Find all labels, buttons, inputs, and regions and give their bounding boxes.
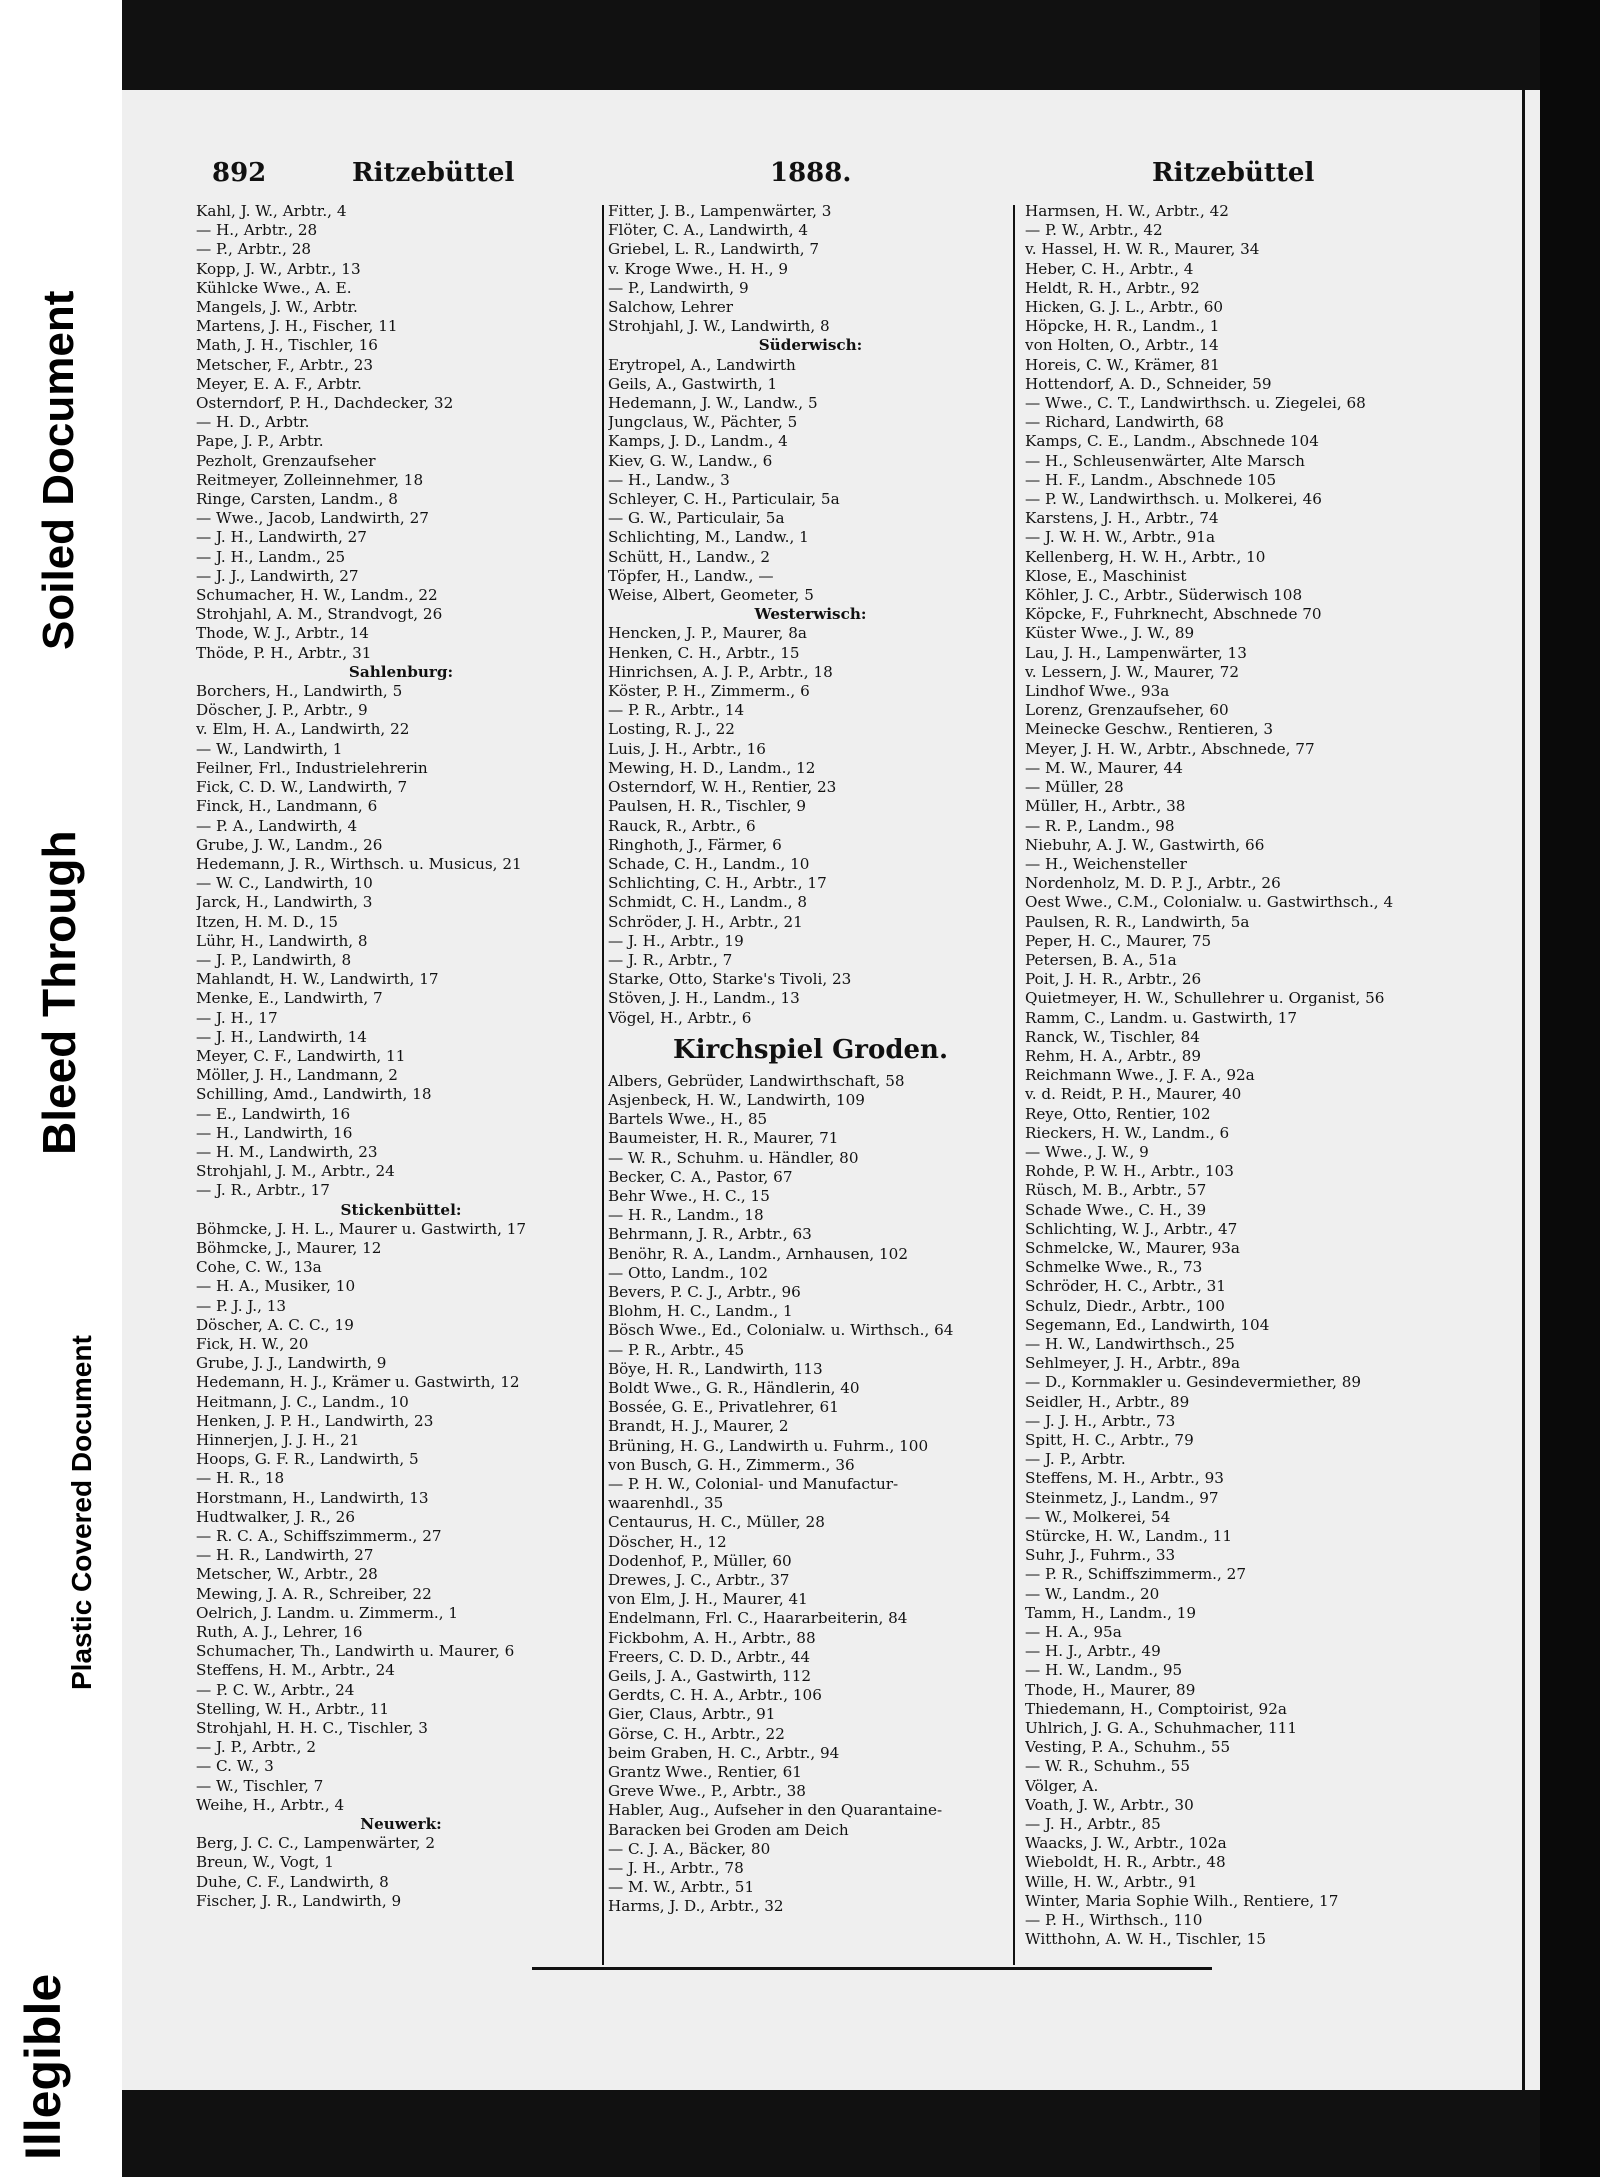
directory-entry: Ranck, W., Tischler, 84 <box>1025 1027 1200 1046</box>
directory-entry: Voath, J. W., Arbtr., 30 <box>1025 1795 1194 1814</box>
directory-entry: Behr Wwe., H. C., 15 <box>608 1186 770 1205</box>
directory-entry: — H. A., 95a <box>1025 1623 1122 1642</box>
directory-entry: Gier, Claus, Arbtr., 91 <box>608 1705 776 1724</box>
scan-annotation-stamps <box>0 0 122 2177</box>
directory-entry: Müller, H., Arbtr., 38 <box>1025 797 1186 816</box>
bottom-rule <box>532 1967 1212 1970</box>
directory-entry: Hinnerjen, J. J. H., 21 <box>196 1431 360 1449</box>
directory-entry: — C. W., 3 <box>196 1757 274 1776</box>
directory-entry: — W., Landwirth, 1 <box>196 739 343 758</box>
directory-entry: Schumacher, Th., Landwirth u. Maurer, 6 <box>196 1642 515 1661</box>
directory-entry: — H. R., Landwirth, 27 <box>196 1546 374 1565</box>
directory-entry: Böhmcke, J., Maurer, 12 <box>196 1238 382 1257</box>
directory-entry: Strohjahl, H. H. C., Tischler, 3 <box>196 1719 428 1738</box>
directory-entry: — R. P., Landm., 98 <box>1025 816 1175 835</box>
directory-entry: Bösch Wwe., Ed., Colonialw. u. Wirthsch., 64 <box>608 1321 954 1340</box>
directory-entry: Rehm, H. A., Arbtr., 89 <box>1025 1046 1202 1065</box>
directory-entry: Kühlcke Wwe., A. E. <box>196 278 352 297</box>
directory-entry: Salchow, Lehrer <box>608 298 733 317</box>
directory-entry: — P. R., Schiffszimmerm., 27 <box>1025 1565 1246 1584</box>
directory-entry: — P. H., Wirthsch., 110 <box>1025 1911 1203 1930</box>
directory-entry: v. Elm, H. A., Landwirth, 22 <box>196 720 410 739</box>
section-heading: Neuwerk: <box>360 1815 442 1834</box>
directory-entry: Thöde, P. H., Arbtr., 31 <box>196 643 372 662</box>
directory-entry: Fickbohm, A. H., Arbtr., 88 <box>608 1628 816 1647</box>
directory-entry: Steffens, M. H., Arbtr., 93 <box>1025 1469 1224 1488</box>
directory-entry: Lau, J. H., Lampenwärter, 13 <box>1025 643 1247 662</box>
directory-entry: — W., Landm., 20 <box>1025 1584 1160 1603</box>
directory-entry: Reichmann Wwe., J. F. A., 92a <box>1025 1066 1255 1085</box>
directory-entry: Schmelcke, W., Maurer, 93a <box>1025 1238 1240 1257</box>
section-heading: Süderwisch: <box>758 336 863 355</box>
directory-entry: — M. W., Arbtr., 51 <box>608 1878 755 1897</box>
directory-entry: Schlichting, C. H., Arbtr., 17 <box>608 874 827 893</box>
directory-entry: Hencken, J. P., Maurer, 8a <box>608 624 807 643</box>
directory-entry: Karstens, J. H., Arbtr., 74 <box>1025 509 1219 528</box>
directory-entry: v. d. Reidt, P. H., Maurer, 40 <box>1025 1085 1242 1104</box>
directory-entry: Suhr, J., Fuhrm., 33 <box>1025 1546 1176 1565</box>
directory-entry: Vögel, H., Arbtr., 6 <box>608 1008 752 1027</box>
directory-entry: Rauck, R., Arbtr., 6 <box>608 816 756 835</box>
directory-entry: Waacks, J. W., Arbtr., 102a <box>1025 1834 1227 1853</box>
directory-entry: — Wwe., C. T., Landwirthsch. u. Ziegelei, 68 <box>1025 394 1366 413</box>
directory-entry: — Otto, Landm., 102 <box>608 1263 768 1282</box>
directory-entry: — P., Landwirth, 9 <box>608 278 749 297</box>
directory-entry: Kellenberg, H. W. H., Arbtr., 10 <box>1025 547 1266 566</box>
directory-entry: Hicken, G. J. L., Arbtr., 60 <box>1025 298 1224 317</box>
directory-entry: Metscher, F., Arbtr., 23 <box>196 355 374 374</box>
directory-entry: Henken, J. P. H., Landwirth, 23 <box>196 1411 434 1430</box>
directory-entry: Fitter, J. B., Lampenwärter, 3 <box>608 202 832 220</box>
stamp-bleed-through: Bleed Through <box>33 830 85 1155</box>
directory-entry: Hudtwalker, J. R., 26 <box>196 1507 356 1526</box>
directory-entry: Hedemann, H. J., Krämer u. Gastwirth, 12 <box>196 1373 520 1392</box>
directory-entry: Horstmann, H., Landwirth, 13 <box>196 1488 429 1507</box>
directory-entry: Flöter, C. A., Landwirth, 4 <box>608 221 809 240</box>
directory-entry: Duhe, C. F., Landwirth, 8 <box>196 1872 389 1891</box>
directory-entry: Heldt, R. H., Arbtr., 92 <box>1025 278 1200 297</box>
directory-entry: Schade, C. H., Landm., 10 <box>608 854 810 873</box>
directory-entry: Strohjahl, J. M., Arbtr., 24 <box>196 1162 395 1181</box>
directory-entry: Meyer, C. F., Landwirth, 11 <box>196 1046 406 1065</box>
directory-entry: — W., Molkerei, 54 <box>1025 1507 1171 1526</box>
directory-entry: Freers, C. D. D., Arbtr., 44 <box>608 1647 811 1666</box>
directory-entry: Vesting, P. A., Schuhm., 55 <box>1025 1738 1231 1757</box>
directory-entry: Rieckers, H. W., Landm., 6 <box>1025 1123 1230 1142</box>
directory-entry: Meinecke Geschw., Rentieren, 3 <box>1025 720 1274 739</box>
stamp-soiled-document: Soiled Document <box>34 290 83 650</box>
directory-entry: Petersen, B. A., 51a <box>1025 950 1177 969</box>
directory-entry: Mewing, H. D., Landm., 12 <box>608 758 816 777</box>
directory-entry: Lindhof Wwe., 93a <box>1025 682 1170 701</box>
directory-entry: — P. W., Landwirthsch. u. Molkerei, 46 <box>1025 490 1322 509</box>
directory-entry: Kamps, C. E., Landm., Abschnede 104 <box>1025 432 1319 451</box>
directory-entry: Starke, Otto, Starke's Tivoli, 23 <box>608 970 852 989</box>
directory-entry: Henken, C. H., Arbtr., 15 <box>608 643 800 662</box>
directory-entry: — J. W. H. W., Arbtr., 91a <box>1025 528 1216 547</box>
year-heading: 1888. <box>770 158 852 188</box>
directory-entry: Peper, H. C., Maurer, 75 <box>1025 931 1212 950</box>
directory-entry: Nordenholz, M. D. P. J., Arbtr., 26 <box>1025 874 1281 893</box>
directory-entry: — P. R., Arbtr., 45 <box>608 1340 745 1359</box>
left-running-title: Ritzebüttel <box>352 158 515 188</box>
directory-entry: Martens, J. H., Fischer, 11 <box>196 317 398 336</box>
directory-entry: Böhmcke, J. H. L., Maurer u. Gastwirth, 17 <box>196 1219 527 1238</box>
directory-entry: — D., Kornmakler u. Gesindevermiether, 89 <box>1025 1373 1362 1392</box>
directory-entry: Bartels Wwe., H., 85 <box>608 1110 768 1129</box>
directory-entry: Uhlrich, J. G. A., Schuhmacher, 111 <box>1025 1719 1297 1738</box>
directory-entry: Thode, H., Maurer, 89 <box>1025 1680 1196 1699</box>
right-running-title: Ritzebüttel <box>1152 158 1315 188</box>
directory-entry: Döscher, J. P., Arbtr., 9 <box>196 701 368 720</box>
directory-entry: Lühr, H., Landwirth, 8 <box>196 931 368 950</box>
directory-entry: Harmsen, H. W., Arbtr., 42 <box>1025 202 1229 220</box>
directory-entry: Geils, J. A., Gastwirth, 112 <box>608 1667 812 1686</box>
directory-entry: Griebel, L. R., Landwirth, 7 <box>608 240 820 259</box>
column-1 <box>196 202 606 1911</box>
directory-entry: — W. R., Schuhm., 55 <box>1025 1757 1191 1776</box>
directory-entry: Schröder, H. C., Arbtr., 31 <box>1025 1277 1226 1296</box>
directory-entry: — J. P., Landwirth, 8 <box>196 950 352 969</box>
directory-entry: Jungclaus, W., Pächter, 5 <box>608 413 798 432</box>
directory-entry: — P. A., Landwirth, 4 <box>196 816 358 835</box>
directory-entry: — J. H., 17 <box>196 1008 278 1027</box>
directory-entry: Möller, J. H., Landmann, 2 <box>196 1066 398 1085</box>
directory-entry: Habler, Aug., Aufseher in den Quarantaine- <box>608 1801 943 1820</box>
directory-entry: Math, J. H., Tischler, 16 <box>196 336 378 355</box>
directory-entry: Pezholt, Grenzaufseher <box>196 451 376 470</box>
directory-entry: Osterndorf, P. H., Dachdecker, 32 <box>196 394 454 413</box>
directory-entry: Stürcke, H. W., Landm., 11 <box>1025 1527 1233 1546</box>
directory-entry: Thiedemann, H., Comptoirist, 92a <box>1025 1699 1287 1718</box>
directory-entry: Schleyer, C. H., Particulair, 5a <box>608 490 840 509</box>
directory-entry: Niebuhr, A. J. W., Gastwirth, 66 <box>1025 835 1265 854</box>
directory-entry: Schlichting, M., Landw., 1 <box>608 528 809 547</box>
directory-entry: — H. R., Landm., 18 <box>608 1206 764 1225</box>
directory-entry: Schulz, Diedr., Arbtr., 100 <box>1025 1296 1225 1315</box>
directory-entry: v. Kroge Wwe., H. H., 9 <box>608 259 789 278</box>
page-number: 892 <box>212 158 267 188</box>
directory-entry: Töpfer, H., Landw., — <box>608 566 774 585</box>
directory-entry: Osterndorf, W. H., Rentier, 23 <box>608 778 837 797</box>
directory-entry: Paulsen, R. R., Landwirth, 5a <box>1025 912 1250 931</box>
directory-entry: Reye, Otto, Rentier, 102 <box>1025 1104 1211 1123</box>
directory-entry: Bossée, G. E., Privatlehrer, 61 <box>608 1398 839 1417</box>
directory-entry: — P., Arbtr., 28 <box>196 240 312 259</box>
directory-entry: Strohjahl, J. W., Landwirth, 8 <box>608 317 830 336</box>
directory-entry: Reitmeyer, Zolleinnehmer, 18 <box>196 470 424 489</box>
directory-entry: — C. J. A., Bäcker, 80 <box>608 1839 771 1858</box>
directory-entry: — W. R., Schuhm. u. Händler, 80 <box>608 1148 859 1167</box>
directory-entry: Lorenz, Grenzaufseher, 60 <box>1025 701 1229 720</box>
directory-entry: Weihe, H., Arbtr., 4 <box>196 1795 345 1814</box>
directory-entry: Oest Wwe., C.M., Colonialw. u. Gastwirthsch., 4 <box>1025 893 1394 912</box>
directory-entry: Horeis, C. W., Krämer, 81 <box>1025 355 1220 374</box>
directory-entry: Fick, C. D. W., Landwirth, 7 <box>196 778 408 797</box>
directory-entry: — H., Landwirth, 16 <box>196 1123 353 1142</box>
directory-entry: Poit, J. H. R., Arbtr., 26 <box>1025 970 1202 989</box>
directory-entry: — P. R., Arbtr., 14 <box>608 701 745 720</box>
directory-entry: Mahlandt, H. W., Landwirth, 17 <box>196 970 439 989</box>
directory-entry: — J. H., Arbtr., 78 <box>608 1859 744 1878</box>
directory-entry: Schröder, J. H., Arbtr., 21 <box>608 912 803 931</box>
directory-entry: Breun, W., Vogt, 1 <box>196 1853 334 1872</box>
directory-entry: Schilling, Amd., Landwirth, 18 <box>196 1085 432 1104</box>
directory-entry: von Busch, G. H., Zimmerm., 36 <box>608 1455 855 1474</box>
directory-entry: Steffens, H. M., Arbtr., 24 <box>196 1661 395 1680</box>
directory-entry: Tamm, H., Landm., 19 <box>1025 1603 1197 1622</box>
directory-entry: — P. C. W., Arbtr., 24 <box>196 1680 355 1699</box>
section-heading: Stickenbüttel: <box>340 1200 462 1219</box>
directory-entry: — J. P., Arbtr., 2 <box>196 1738 316 1757</box>
directory-entry: Weise, Albert, Geometer, 5 <box>608 586 814 605</box>
directory-entry: Kiev, G. W., Landw., 6 <box>608 451 773 470</box>
directory-entry: — E., Landwirth, 16 <box>196 1104 351 1123</box>
directory-entry: Geils, A., Gastwirth, 1 <box>608 374 778 393</box>
directory-entry: Luis, J. H., Arbtr., 16 <box>608 739 766 758</box>
stamp-illegible: Illegible <box>15 1973 71 2160</box>
directory-entry: Cohe, C. W., 13a <box>196 1258 322 1277</box>
directory-entry: Bevers, P. C. J., Arbtr., 96 <box>608 1282 801 1301</box>
directory-entry: — H. M., Landwirth, 23 <box>196 1142 378 1161</box>
directory-entry: Meyer, J. H. W., Arbtr., Abschnede, 77 <box>1025 739 1315 758</box>
section-heading: Sahlenburg: <box>348 662 454 681</box>
directory-entry: — J. J. H., Arbtr., 73 <box>1025 1411 1176 1430</box>
directory-entry: Dodenhof, P., Müller, 60 <box>608 1551 792 1570</box>
directory-entry: Grantz Wwe., Rentier, 61 <box>608 1763 802 1782</box>
directory-entry: Asjenbeck, H. W., Landwirth, 109 <box>608 1090 865 1109</box>
directory-entry: — R. C. A., Schiffszimmerm., 27 <box>196 1527 442 1546</box>
directory-entry: Sehlmeyer, J. H., Arbtr., 89a <box>1025 1354 1241 1373</box>
directory-entry: Becker, C. A., Pastor, 67 <box>608 1167 793 1186</box>
directory-entry: Grube, J. J., Landwirth, 9 <box>196 1354 387 1373</box>
column-divider-right <box>1013 205 1015 1965</box>
directory-entry: — H., Landw., 3 <box>608 470 730 489</box>
directory-entry: — J. R., Arbtr., 7 <box>608 950 733 969</box>
directory-entry: Feilner, Frl., Industrielehrerin <box>196 758 428 777</box>
directory-entry: — H. A., Musiker, 10 <box>196 1277 356 1296</box>
directory-entry: Ringhoth, J., Färmer, 6 <box>608 835 782 854</box>
page-header <box>122 158 1540 198</box>
directory-entry: Görse, C. H., Arbtr., 22 <box>608 1724 785 1743</box>
directory-entry: — H., Schleusenwärter, Alte Marsch <box>1025 451 1305 470</box>
directory-entry: Hedemann, J. W., Landw., 5 <box>608 394 818 413</box>
directory-entry: — J. H., Landwirth, 27 <box>196 528 367 547</box>
directory-entry: v. Lessern, J. W., Maurer, 72 <box>1025 662 1239 681</box>
directory-entry: — H. R., 18 <box>196 1469 285 1488</box>
directory-entry: Mangels, J. W., Arbtr. <box>196 298 358 317</box>
directory-entry: Stelling, W. H., Arbtr., 11 <box>196 1699 390 1718</box>
document-page <box>122 90 1540 2090</box>
directory-entry: Baumeister, H. R., Maurer, 71 <box>608 1129 839 1148</box>
book-spine-edge <box>1540 0 1600 2177</box>
directory-entry: Metscher, W., Arbtr., 28 <box>196 1565 378 1584</box>
directory-entry: Hinrichsen, A. J. P., Arbtr., 18 <box>608 662 833 681</box>
directory-entry: Klose, E., Maschinist <box>1025 566 1187 585</box>
directory-entry: Winter, Maria Sophie Wilh., Rentiere, 17 <box>1025 1891 1339 1910</box>
directory-entry: Berg, J. C. C., Lampenwärter, 2 <box>196 1834 435 1853</box>
directory-entry: — W. C., Landwirth, 10 <box>196 874 373 893</box>
stamp-plastic-covered: Plastic Covered Document <box>66 1335 97 1690</box>
directory-entry: Schmelke Wwe., R., 73 <box>1025 1258 1203 1277</box>
directory-entry: Heitmann, J. C., Landm., 10 <box>196 1392 409 1411</box>
directory-entry: Wille, H. W., Arbtr., 91 <box>1025 1872 1198 1891</box>
directory-entry: Rüsch, M. B., Arbtr., 57 <box>1025 1181 1207 1200</box>
directory-entry: Brüning, H. G., Landwirth u. Fuhrm., 100 <box>608 1436 929 1455</box>
directory-entry: Fick, H. W., 20 <box>196 1334 309 1353</box>
directory-entry: Ringe, Carsten, Landm., 8 <box>196 490 398 509</box>
directory-entry: Schade Wwe., C. H., 39 <box>1025 1200 1207 1219</box>
directory-entry: — P. W., Arbtr., 42 <box>1025 221 1163 240</box>
directory-entry: Benöhr, R. A., Landm., Arnhausen, 102 <box>608 1244 909 1263</box>
directory-entry: Meyer, E. A. F., Arbtr. <box>196 374 362 393</box>
directory-entry: Küster Wwe., J. W., 89 <box>1025 624 1195 643</box>
column-2 <box>608 202 1013 1917</box>
directory-entry: Hottendorf, A. D., Schneider, 59 <box>1025 374 1272 393</box>
directory-entry: Finck, H., Landmann, 6 <box>196 797 378 816</box>
directory-entry: Schlichting, W. J., Arbtr., 47 <box>1025 1219 1238 1238</box>
directory-entry: — J. J., Landwirth, 27 <box>196 566 359 585</box>
column-divider-left <box>602 205 604 1965</box>
directory-entry: Endelmann, Frl. C., Haararbeiterin, 84 <box>608 1609 908 1628</box>
directory-entry: Harms, J. D., Arbtr., 32 <box>608 1897 784 1916</box>
directory-entry: — H. W., Landwirthsch., 25 <box>1025 1334 1235 1353</box>
directory-entry: Höpcke, H. R., Landm., 1 <box>1025 317 1220 336</box>
directory-entry: waarenhdl., 35 <box>608 1494 724 1513</box>
directory-entry: Losting, R. J., 22 <box>608 720 735 739</box>
directory-entry: Borchers, H., Landwirth, 5 <box>196 682 403 701</box>
directory-entry: Kopp, J. W., Arbtr., 13 <box>196 259 361 278</box>
directory-entry: Steinmetz, J., Landm., 97 <box>1025 1488 1219 1507</box>
directory-entry: Schumacher, H. W., Landm., 22 <box>196 586 438 605</box>
directory-entry: Centaurus, H. C., Müller, 28 <box>608 1513 825 1532</box>
directory-entry: Erytropel, A., Landwirth <box>608 355 796 374</box>
directory-entry: Heber, C. H., Arbtr., 4 <box>1025 259 1194 278</box>
directory-entry: Köpcke, F., Fuhrknecht, Abschnede 70 <box>1025 605 1322 624</box>
directory-entry: — Müller, 28 <box>1025 778 1124 797</box>
directory-entry: — H. F., Landm., Abschnede 105 <box>1025 470 1277 489</box>
directory-entry: — H. W., Landm., 95 <box>1025 1661 1183 1680</box>
directory-entry: Menke, E., Landwirth, 7 <box>196 989 383 1008</box>
directory-entry: — J. H., Arbtr., 19 <box>608 931 744 950</box>
directory-entry: Quietmeyer, H. W., Schullehrer u. Organist, 56 <box>1025 989 1385 1008</box>
directory-entry: Kamps, J. D., Landm., 4 <box>608 432 788 451</box>
directory-entry: — Wwe., Jacob, Landwirth, 27 <box>196 509 429 528</box>
directory-entry: Albers, Gebrüder, Landwirthschaft, 58 <box>608 1071 905 1090</box>
directory-entry: — Wwe., J. W., 9 <box>1025 1142 1149 1161</box>
directory-entry: Witthohn, A. W. H., Tischler, 15 <box>1025 1930 1266 1949</box>
directory-entry: Kahl, J. W., Arbtr., 4 <box>196 202 347 220</box>
directory-entry: — P. J. J., 13 <box>196 1296 287 1315</box>
directory-entry: Gerdts, C. H. A., Arbtr., 106 <box>608 1686 822 1705</box>
directory-entry: — H. J., Arbtr., 49 <box>1025 1642 1161 1661</box>
directory-entry: beim Graben, H. C., Arbtr., 94 <box>608 1743 840 1762</box>
directory-entry: Mewing, J. A. R., Schreiber, 22 <box>196 1584 432 1603</box>
directory-entry: Schütt, H., Landw., 2 <box>608 547 771 566</box>
directory-entry: — J. H., Landwirth, 14 <box>196 1027 367 1046</box>
directory-entry: Drewes, J. C., Arbtr., 37 <box>608 1571 790 1590</box>
directory-entry: — J. P., Arbtr. <box>1025 1450 1126 1469</box>
column-3 <box>1025 202 1445 1949</box>
directory-entry: Itzen, H. M. D., 15 <box>196 912 339 931</box>
directory-entry: Fischer, J. R., Landwirth, 9 <box>196 1891 402 1910</box>
directory-entry: von Holten, O., Arbtr., 14 <box>1025 336 1219 355</box>
directory-entry: Paulsen, H. R., Tischler, 9 <box>608 797 807 816</box>
directory-entry: Seidler, H., Arbtr., 89 <box>1025 1392 1190 1411</box>
directory-entry: Thode, W. J., Arbtr., 14 <box>196 624 369 643</box>
directory-entry: Ruth, A. J., Lehrer, 16 <box>196 1623 363 1642</box>
directory-entry: — M. W., Maurer, 44 <box>1025 758 1183 777</box>
directory-entry: Segemann, Ed., Landwirth, 104 <box>1025 1315 1270 1334</box>
directory-entry: Brandt, H. J., Maurer, 2 <box>608 1417 789 1436</box>
directory-entry: Wieboldt, H. R., Arbtr., 48 <box>1025 1853 1226 1872</box>
directory-entry: Völger, A. <box>1025 1776 1099 1795</box>
directory-entry: Ramm, C., Landm. u. Gastwirth, 17 <box>1025 1008 1298 1027</box>
directory-entry: Baracken bei Groden am Deich <box>608 1820 849 1839</box>
directory-entry: Grube, J. W., Landm., 26 <box>196 835 383 854</box>
directory-entry: Rohde, P. W. H., Arbtr., 103 <box>1025 1162 1234 1181</box>
directory-entry: Köhler, J. C., Arbtr., Süderwisch 108 <box>1025 586 1303 605</box>
directory-entry: Döscher, A. C. C., 19 <box>196 1315 354 1334</box>
directory-entry: — P. H. W., Colonial- und Manufactur- <box>608 1475 899 1493</box>
directory-entry: — G. W., Particulair, 5a <box>608 509 785 528</box>
directory-entry: Stöven, J. H., Landm., 13 <box>608 989 800 1008</box>
page-edge-line <box>1522 90 1525 2090</box>
directory-entry: Spitt, H. C., Arbtr., 79 <box>1025 1431 1194 1449</box>
directory-entry: Köster, P. H., Zimmerm., 6 <box>608 682 810 701</box>
directory-entry: von Elm, J. H., Maurer, 41 <box>608 1590 808 1609</box>
directory-entry: Hoops, G. F. R., Landwirth, 5 <box>196 1450 419 1469</box>
directory-entry: — H., Arbtr., 28 <box>196 221 318 240</box>
directory-entry: Jarck, H., Landwirth, 3 <box>196 893 373 912</box>
directory-entry: Schmidt, C. H., Landm., 8 <box>608 893 808 912</box>
directory-entry: Pape, J. P., Arbtr. <box>196 432 324 451</box>
directory-entry: Greve Wwe., P., Arbtr., 38 <box>608 1782 806 1801</box>
directory-entry: Blohm, H. C., Landm., 1 <box>608 1302 793 1321</box>
directory-entry: — J. H., Landm., 25 <box>196 547 346 566</box>
directory-entry: Hedemann, J. R., Wirthsch. u. Musicus, 21 <box>196 854 522 873</box>
directory-entry: — J. H., Arbtr., 85 <box>1025 1815 1161 1834</box>
parish-heading: Kirchspiel Groden. <box>673 1034 948 1065</box>
directory-entry: Oelrich, J. Landm. u. Zimmerm., 1 <box>196 1603 459 1622</box>
directory-entry: — H., Weichensteller <box>1025 854 1187 873</box>
directory-entry: — H. D., Arbtr. <box>196 413 310 432</box>
directory-entry: Behrmann, J. R., Arbtr., 63 <box>608 1225 812 1244</box>
directory-entry: Boldt Wwe., G. R., Händlerin, 40 <box>608 1378 860 1397</box>
directory-entry: Böye, H. R., Landwirth, 113 <box>608 1359 823 1378</box>
section-heading: Westerwisch: <box>754 605 867 624</box>
directory-entry: Strohjahl, A. M., Strandvogt, 26 <box>196 605 443 624</box>
directory-entry: Döscher, H., 12 <box>608 1532 727 1551</box>
directory-entry: — W., Tischler, 7 <box>196 1776 324 1795</box>
directory-entry: v. Hassel, H. W. R., Maurer, 34 <box>1025 240 1260 259</box>
directory-entry: — J. R., Arbtr., 17 <box>196 1181 330 1200</box>
directory-entry: — Richard, Landwirth, 68 <box>1025 413 1224 432</box>
